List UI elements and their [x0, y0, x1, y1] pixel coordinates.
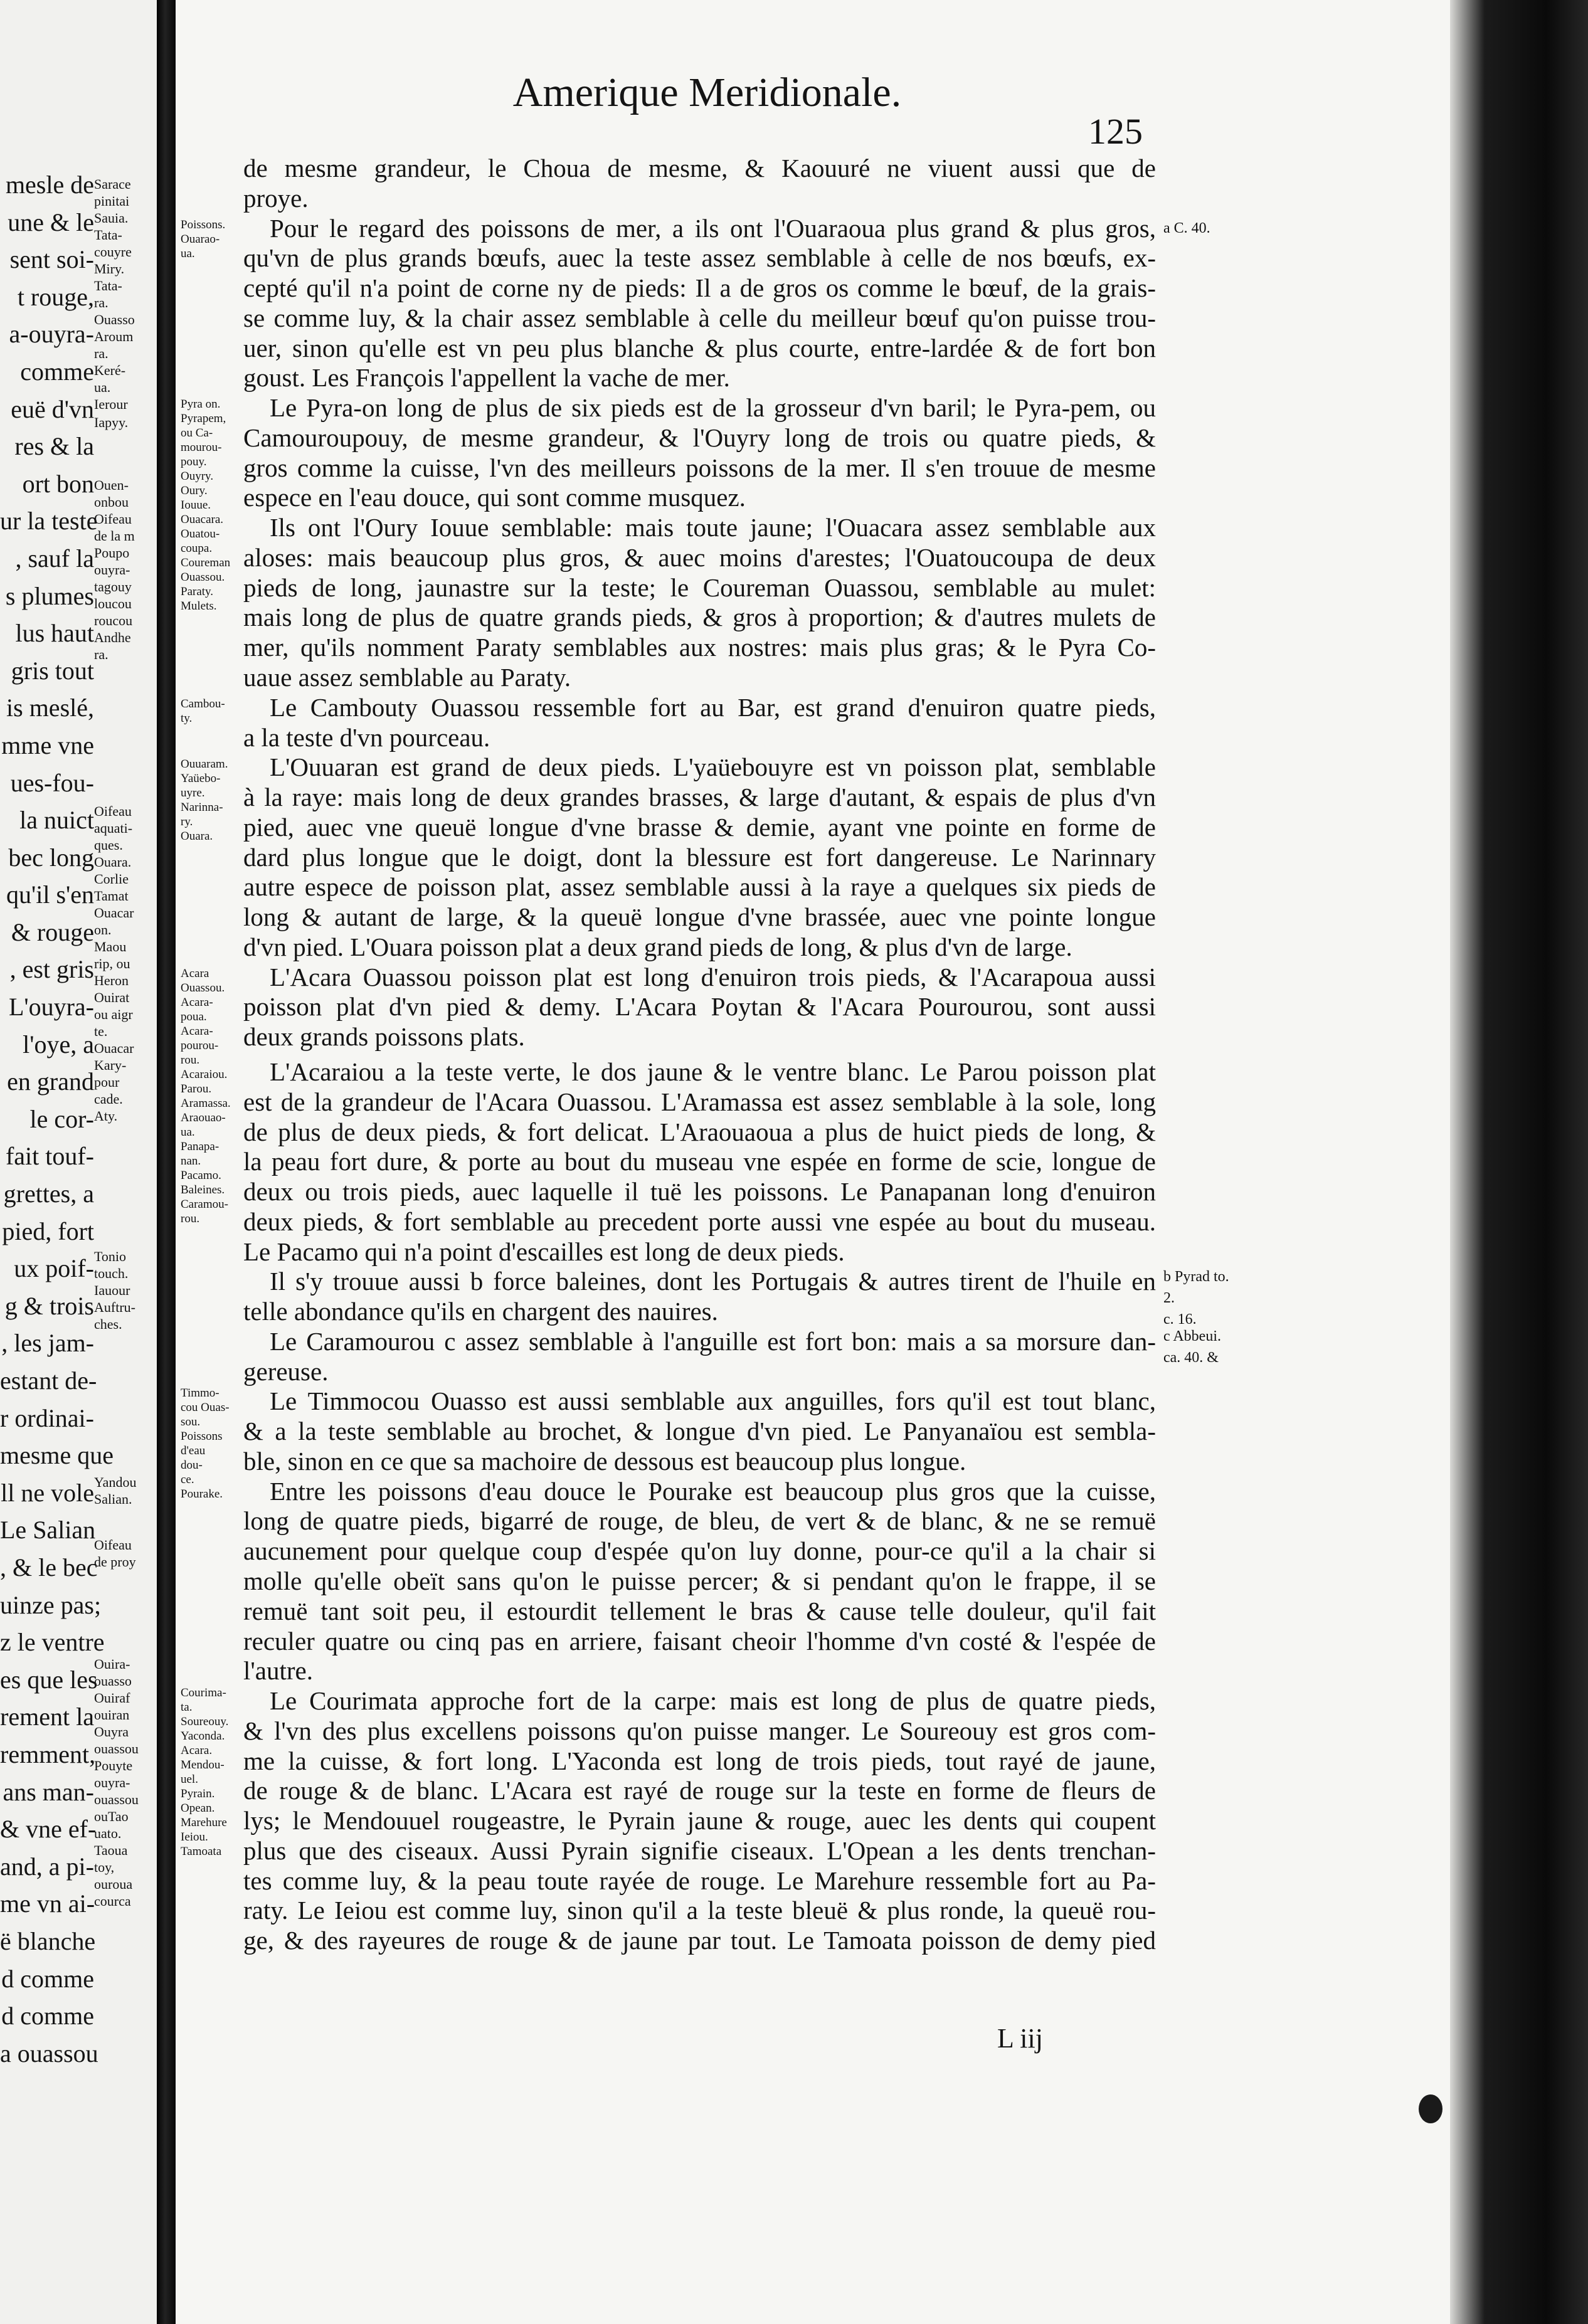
facing-margin-note: Ouira- ouasso Ouiraf ouiran Ouyra ouassou Pouyte ouyra- ouassou ouTao uato. Taoua toy, ouroua courca — [94, 1656, 139, 1909]
text-line: Le Timmocou Ouasso est aussi semblable aux anguilles, fors qu'il est tout blanc, — [270, 1386, 1156, 1416]
text-line: Le Pacamo qui n'a point d'escailles est long de deux pieds. — [243, 1237, 845, 1266]
book-gutter — [157, 0, 176, 2324]
body-text — [243, 154, 1156, 1956]
page-edge-shadow — [1450, 0, 1588, 2324]
text-line: aloses: mais beaucoup plus gros, & auec moins d'arestes; l'Ouatoucoupa de deux — [243, 542, 1156, 572]
text-line: espece en l'eau douce, qui sont comme musquez. — [243, 483, 746, 512]
text-line: proye. — [243, 183, 309, 213]
text-line: est de la grandeur de l'Acara Ouassou. L'Aramassa est assez semblable à la sole, long — [243, 1087, 1156, 1116]
text-line: raty. Le Ieiou est comme luy, sinon qu'il a la teste bleuë & plus ronde, la queuë rou- — [243, 1896, 1156, 1925]
facing-text-line: mme vne — [1, 731, 94, 759]
facing-margin-note: Yandou Salian. — [94, 1474, 137, 1507]
text-line: a la teste d'vn pourceau. — [243, 722, 490, 752]
text-line: Le Cambouty Ouassou ressemble fort au Bar, est grand d'enuiron quatre pieds, — [270, 692, 1156, 722]
facing-text-line: remment, — [0, 1740, 96, 1768]
text-line: L'Acaraiou a la teste verte, le dos jaune & le ventre blanc. Le Parou poisson plat — [270, 1057, 1156, 1086]
facing-text-line: ë blanche — [0, 1926, 96, 1955]
page-number: 125 — [1088, 111, 1143, 152]
text-line: long de quatre pieds, bigarré de rouge, de bleu, de vert & de blanc, & ne se remuë — [243, 1506, 1156, 1536]
facing-margin-note: Ouen- onbou Oifeau de la m Poupo ouyra- tagouy loucou roucou Andhe ra. — [94, 477, 135, 662]
text-line: Il s'y trouue aussi b force baleines, dont les Portugais & autres tirent de l'huile en — [270, 1267, 1156, 1296]
facing-text-line: g & trois — [4, 1291, 94, 1320]
facing-text-line: l'oye, a — [23, 1030, 94, 1059]
facing-text-line: grettes, a — [3, 1180, 94, 1208]
facing-text-line: and, a pi- — [0, 1852, 94, 1881]
margin-note: c Abbeui. ca. 40. & — [1163, 1328, 1221, 1366]
text-line: mer, qu'ils nomment Paraty semblables aux nostres: mais plus gras; & le Pyra Co- — [243, 633, 1156, 662]
text-line: tes comme luy, & la peau toute rayée de rouge. Le Marehure ressemble fort au Pa- — [243, 1866, 1156, 1895]
text-line: Camouroupouy, de mesme grandeur, & l'Ouyry long de trois ou quatre pieds, & — [243, 423, 1156, 452]
text-line: Entre les poissons d'eau douce le Pourake est beaucoup plus gros que la cuisse, — [270, 1476, 1156, 1506]
text-line: pied, auec vne queuë longue d'vne brasse & demie, ayant vne pointe en forme de — [243, 812, 1156, 842]
text-line: Le Caramourou c assez semblable à l'anguille est fort bon: mais a sa morsure dan- — [270, 1326, 1156, 1356]
text-line: l'autre. — [243, 1656, 313, 1686]
facing-text-line: gris tout — [11, 656, 94, 685]
facing-text-line: comme — [20, 357, 94, 386]
facing-text-line: ur la teste — [0, 507, 98, 536]
facing-margin-note: Oifeau aquati- ques. Ouara. Corlie Tamat Ouacar on. Maou rip, ou Heron Ouirat ou aigr te. Ouacar Kary- pour cade. Aty. — [94, 803, 134, 1124]
text-line: L'Ouuaran est grand de deux pieds. L'yaüebouyre est vn poisson plat, semblable — [270, 753, 1156, 782]
facing-text-line: L'ouyra- — [8, 993, 94, 1022]
facing-text-line: z le ventre — [0, 1628, 105, 1657]
text-line: ge, & des rayeures de rouge & de jaune par tout. Le Tamoata poisson de demy pied — [243, 1926, 1156, 1955]
text-line: Le Pyra-on long de plus de six pieds est de la grosseur d'vn baril; le Pyra-pem, ou — [270, 393, 1156, 423]
text-line: uer, sinon qu'elle est vn peu plus blanche & plus courte, entre-lardée & de fort bon — [243, 333, 1156, 362]
facing-text-line: & rouge — [11, 917, 94, 946]
margin-note: Cambou- ty. — [181, 697, 225, 726]
facing-text-line: , & le bec — [0, 1553, 98, 1582]
facing-text-line: uinze pas; — [0, 1590, 102, 1619]
margin-note: Pyra on. Pyrapem, ou Ca- mourou- pouy. Ouyry. Oury. Iouue. Ouacara. Ouatou- coupa. Coureman Ouassou. Paraty. Mulets. — [181, 398, 231, 613]
text-line: dard plus longue que le doigt, dont la blessure est fort dangereuse. Le Narinnary — [243, 842, 1156, 872]
facing-text-line: la nuict — [19, 806, 94, 835]
text-line: ble, sinon en ce que sa machoire de dessous est beaucoup plus longue. — [243, 1446, 966, 1476]
facing-text-line: pied, fort — [2, 1217, 94, 1245]
margin-note: a C. 40. — [1163, 219, 1210, 236]
text-line: Pour le regard des poissons de mer, a ils ont l'Ouaraoua plus grand & plus gros, — [270, 213, 1156, 243]
facing-text-line: bec long — [8, 843, 94, 872]
text-line: uaue assez semblable au Paraty. — [243, 663, 571, 692]
text-line: reculer quatre ou cinq pas en arriere, faisant cheoir l'homme d'vn costé & l'espée de — [243, 1626, 1156, 1656]
text-line: aucunement pour quelque coup d'espée qu'on luy donne, pour-ce qu'il a la chair si — [243, 1536, 1156, 1566]
ink-blot — [1419, 2094, 1442, 2123]
text-line: de plus de deux pieds, & fort delicat. L'Araouaoua a plus de huict pieds de long, & — [243, 1117, 1156, 1146]
running-head: Amerique Meridionale. — [512, 70, 902, 115]
facing-text-line: s plumes — [5, 581, 94, 610]
facing-text-line: & vne ef- — [0, 1815, 97, 1844]
text-line: long & autant de large, & la queuë longue d'vne brassée, auec vne pointe longue — [243, 902, 1156, 932]
text-line: remuë tant soit peu, il estourdit tellement le bras & cause telle douleur, qu'il fait — [243, 1596, 1156, 1625]
margin-note: Poissons. Ouarao- ua. — [181, 218, 226, 260]
text-line: deux pieds, & fort semblable au precedent porte aussi vne espée au bout du museau. — [243, 1207, 1156, 1236]
facing-text-line: , les jam- — [1, 1329, 94, 1358]
facing-text-line: a-ouyra- — [9, 320, 94, 349]
facing-text-line: qu'il s'en — [6, 880, 94, 909]
facing-margin-note: Oifeau de proy — [94, 1537, 136, 1570]
facing-text-line: lus haut — [15, 619, 94, 648]
text-line: à la raye: mais long de deux grandes brasses, & large d'autant, & espais de plus d'vn — [243, 783, 1156, 812]
margin-note: Acara Ouassou. Acara- poua. Acara- pourou- rou. Acaraiou. Parou. Aramassa. Araouao- ua. Panapa- nan. Pacamo. Baleines. Caramou- rou. — [181, 967, 231, 1226]
text-line: goust. Les François l'appellent la vache de mer. — [243, 363, 730, 393]
margin-note: Courima- ta. Soureouy. Yaconda. Acara. Mendou- uel. Pyrain. Opean. Marehure Ieiou. Tamoata — [181, 1686, 229, 1858]
signature-mark: L iij — [997, 2023, 1043, 2054]
facing-text-line: a ouassou — [0, 2039, 98, 2068]
facing-text-line: sent soi- — [9, 245, 94, 274]
facing-text-line: estant de- — [0, 1366, 97, 1395]
text-line: deux grands poissons plats. — [243, 1022, 525, 1052]
facing-text-line: is meslé, — [6, 694, 94, 722]
facing-text-line: en grand — [7, 1067, 94, 1096]
facing-text-line: euë d'vn — [11, 394, 94, 423]
margin-note: Ouuaram. Yaüebo- uyre. Narinna- ry. Ouara. — [181, 757, 228, 843]
text-line: plus que des ciseaux. Aussi Pyrain signifie ciseaux. L'Opean a les dents trenchan- — [243, 1835, 1156, 1865]
facing-text-line: d comme — [1, 2002, 94, 2031]
text-line: qu'vn de plus grands bœufs, auec la teste assez semblable à celle de nos bœufs, ex- — [243, 243, 1156, 273]
text-line: telle abondance qu'ils en chargent des nauires. — [243, 1297, 718, 1326]
text-line: & a la teste semblable au brochet, & longue d'vn pied. Le Panyanaïou est sembla- — [243, 1417, 1156, 1446]
text-line: me la cuisse, & fort long. L'Yaconda est long de trois pieds, tout rayé de jaune, — [243, 1746, 1156, 1775]
text-line: deux ou trois pieds, auec laquelle il tuë les poissons. Le Panapanan long d'enuiron — [243, 1177, 1156, 1207]
facing-margin-note: Iapyy. — [94, 415, 129, 430]
facing-text-line: le cor- — [29, 1104, 94, 1133]
text-line: gereuse. — [243, 1356, 329, 1386]
text-line: poisson plat d'vn pied & demy. L'Acara Poytan & l'Acara Pourourou, sont aussi — [243, 992, 1156, 1022]
facing-page-fragment — [0, 0, 157, 2324]
facing-text-line: res & la — [14, 432, 94, 461]
facing-text-line: , est gris — [9, 955, 94, 984]
text-line: de mesme grandeur, le Choua de mesme, & Kaouuré ne viuent aussi que de — [243, 154, 1156, 182]
facing-text-line: d comme — [1, 1964, 94, 1993]
text-line: gros comme la cuisse, l'vn des meilleurs poissons de la mer. Il s'en trouue de mesme — [243, 453, 1156, 482]
facing-text-line: ans man- — [3, 1777, 94, 1806]
text-line: se comme luy, & la chair assez semblable à celle du meilleur bœuf qu'on puisse trou- — [243, 303, 1156, 332]
facing-text-line: fait touf- — [5, 1142, 94, 1171]
facing-text-line: une & le — [8, 208, 94, 236]
text-line: L'Acara Ouassou poisson plat est long d'enuiron trois pieds, & l'Acarapoua aussi — [270, 962, 1156, 991]
facing-text-line: t rouge, — [17, 282, 94, 311]
facing-text-line: ort bon — [22, 469, 94, 498]
text-line: & l'vn des plus excellens poissons qu'on puisse manger. Le Soureouy est gros com- — [243, 1716, 1156, 1745]
text-line: la peau fort dure, & porte au bout du museau vne espée en forme de scie, longue de — [243, 1147, 1156, 1176]
facing-text-line: ux poif- — [14, 1254, 94, 1283]
text-line: lys; le Mendouuel rougeastre, le Pyrain jaune & rouge, auec les dents qui coupent — [243, 1806, 1156, 1835]
facing-text-line: r ordinai- — [0, 1403, 94, 1432]
facing-text-line: , sauf la — [15, 544, 94, 573]
facing-text-line: mesle de — [5, 171, 94, 199]
text-line: autre espece de poisson plat, assez semblable aussi à la raye a quelques six pieds de — [243, 872, 1156, 902]
margin-note: b Pyrad to. 2. c. 16. — [1163, 1268, 1229, 1328]
facing-text-line: Le Salian — [0, 1516, 96, 1545]
text-line: molle qu'elle obeït sans qu'on le puisse percer; & si pendant qu'on le frappe, il se — [243, 1566, 1156, 1595]
text-line: de rouge & de blanc. L'Acara est rayé de rouge sur la teste en forme de fleurs de — [243, 1776, 1156, 1805]
text-line: Le Courimata approche fort de la carpe: mais est long de plus de quatre pieds, — [270, 1686, 1156, 1716]
facing-margin-note: Tonio touch. Iauour Auftru- ches. — [94, 1249, 135, 1332]
text-line: cepté qu'il n'a point de corne ny de pieds: Il a de gros os comme le bœuf, de la grais- — [243, 273, 1156, 303]
facing-text-line: ues-fou- — [10, 768, 94, 797]
facing-text-line: rement la — [0, 1703, 94, 1731]
text-line: d'vn pied. L'Ouara poisson plat a deux grand pieds de long, & plus d'vn de large. — [243, 932, 1072, 961]
facing-text-line: mesme que — [0, 1441, 114, 1470]
text-line: Ils ont l'Oury Iouue semblable: mais toute jaune; l'Ouacara assez semblable aux — [270, 513, 1156, 542]
text-line: pieds de long, jaunastre sur la teste; le Coureman Ouassou, semblable au mulet: — [243, 573, 1156, 602]
text-line: mais long de plus de quatre grands pieds, & gros à proportion; & d'autres mulets de — [243, 603, 1156, 632]
facing-text-line: ll ne vole — [1, 1478, 94, 1507]
margin-note: Timmo- cou Ouas- sou. Poissons d'eau dou- ce. Pourake. — [181, 1386, 230, 1501]
facing-text-line: es que les — [0, 1665, 98, 1694]
facing-text-line: me vn ai- — [0, 1889, 95, 1918]
facing-margin-note: Sarace pinitai Sauia. Tata- couyre Miry. Tata- ra. Ouasso Aroum ra. Keré- ua. Ierour — [94, 176, 135, 412]
